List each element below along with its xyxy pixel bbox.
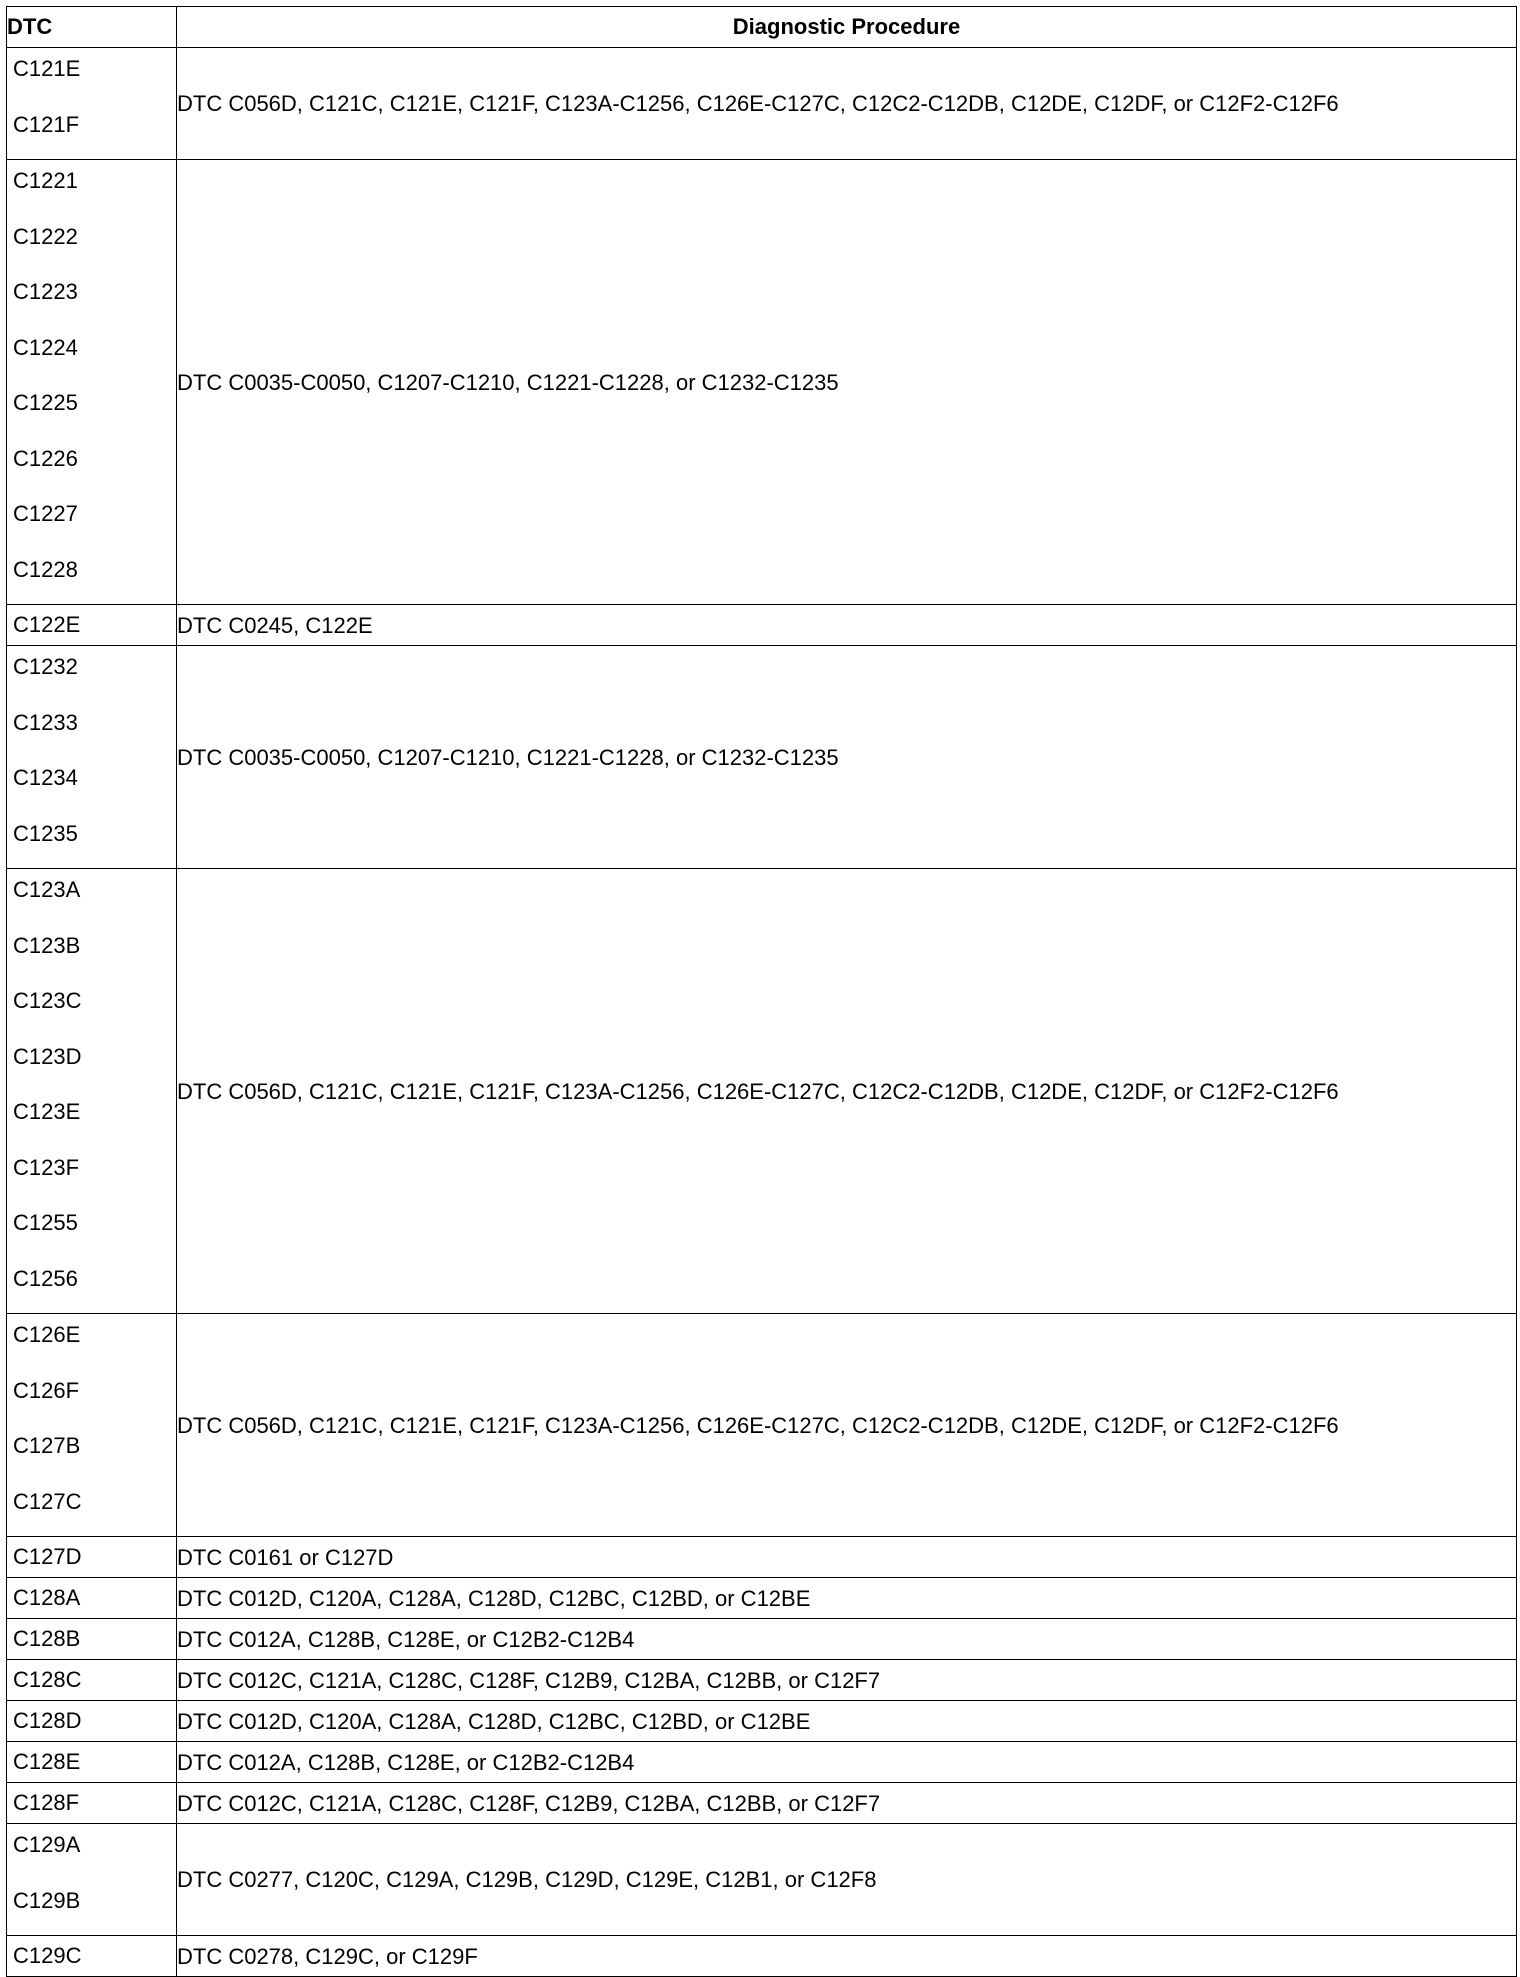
diagnostic-procedure-cell: DTC C012D, C120A, C128A, C128D, C12BC, C12BD, or C12BE <box>177 1578 1517 1619</box>
dtc-codes-cell <box>7 1660 177 1701</box>
diagnostic-procedure-cell: DTC C0161 or C127D <box>177 1537 1517 1578</box>
diagnostic-procedure-cell: DTC C012A, C128B, C128E, or C12B2-C12B4 <box>177 1619 1517 1660</box>
dtc-code: C1223 <box>13 279 78 304</box>
table-row <box>7 1824 1517 1936</box>
dtc-code: C122E <box>13 612 81 637</box>
dtc-code: C1255 <box>13 1210 78 1235</box>
dtc-code: C1224 <box>13 334 78 360</box>
dtc-codes-cell <box>7 605 177 646</box>
dtc-codes-cell <box>7 1314 177 1537</box>
dtc-code: C1233 <box>13 709 78 735</box>
dtc-codes-cell <box>7 1824 177 1936</box>
table-header-row <box>7 7 1517 48</box>
dtc-codes-cell <box>7 1783 177 1824</box>
dtc-procedure-table <box>6 6 1517 1977</box>
dtc-code: C123F <box>13 1154 80 1180</box>
dtc-code: C128C <box>13 1667 82 1692</box>
dtc-column-header: DTC <box>7 7 177 48</box>
diagnostic-procedure-cell: DTC C0245, C122E <box>177 605 1517 646</box>
procedure-column-header: Diagnostic Procedure <box>177 7 1517 48</box>
diagnostic-procedure-cell: DTC C056D, C121C, C121E, C121F, C123A-C1256, C126E-C127C, C12C2-C12DB, C12DE, C12DF, or C12F2-C12F6 <box>177 48 1517 160</box>
dtc-code: C1222 <box>13 223 78 249</box>
dtc-codes-cell <box>7 48 177 160</box>
dtc-code: C1235 <box>13 820 78 846</box>
dtc-code: C128D <box>13 1708 82 1733</box>
diagnostic-procedure-cell: DTC C012C, C121A, C128C, C128F, C12B9, C12BA, C12BB, or C12F7 <box>177 1783 1517 1824</box>
dtc-codes-cell <box>7 646 177 869</box>
diagnostic-procedure-cell: DTC C0035-C0050, C1207-C1210, C1221-C1228, or C1232-C1235 <box>177 160 1517 605</box>
dtc-code: C129B <box>13 1887 81 1913</box>
dtc-code: C1226 <box>13 445 78 471</box>
diagnostic-procedure-cell: DTC C012C, C121A, C128C, C128F, C12B9, C12BA, C12BB, or C12F7 <box>177 1660 1517 1701</box>
dtc-code: C1232 <box>13 654 78 679</box>
dtc-code: C127C <box>13 1488 82 1514</box>
table-row <box>7 646 1517 869</box>
dtc-codes-cell <box>7 1701 177 1742</box>
dtc-code: C1234 <box>13 765 78 790</box>
diagnostic-procedure-cell: DTC C056D, C121C, C121E, C121F, C123A-C1256, C126E-C127C, C12C2-C12DB, C12DE, C12DF, or C12F2-C12F6 <box>177 1314 1517 1537</box>
table-row <box>7 1660 1517 1701</box>
dtc-code: C126E <box>13 1322 81 1347</box>
dtc-code: C126F <box>13 1377 80 1403</box>
table-row <box>7 160 1517 605</box>
dtc-codes-cell <box>7 1619 177 1660</box>
dtc-codes-cell <box>7 869 177 1314</box>
dtc-code: C127D <box>13 1544 82 1569</box>
dtc-code: C123A <box>13 877 81 902</box>
table-row <box>7 1537 1517 1578</box>
dtc-code: C121F <box>13 111 80 137</box>
diagnostic-procedure-cell: DTC C0035-C0050, C1207-C1210, C1221-C1228, or C1232-C1235 <box>177 646 1517 869</box>
dtc-codes-cell <box>7 1742 177 1783</box>
diagnostic-procedure-cell: DTC C056D, C121C, C121E, C121F, C123A-C1256, C126E-C127C, C12C2-C12DB, C12DE, C12DF, or C12F2-C12F6 <box>177 869 1517 1314</box>
dtc-code: C128A <box>13 1585 81 1610</box>
dtc-code: C129C <box>13 1943 82 1968</box>
table-row <box>7 605 1517 646</box>
dtc-code: C123D <box>13 1043 82 1069</box>
table-row <box>7 1619 1517 1660</box>
table-row <box>7 1578 1517 1619</box>
dtc-codes-cell <box>7 160 177 605</box>
table-body <box>7 48 1517 1977</box>
dtc-code: C1228 <box>13 556 78 582</box>
dtc-code: C123E <box>13 1099 81 1124</box>
dtc-code: C128F <box>13 1790 80 1815</box>
dtc-code: C1227 <box>13 501 78 526</box>
table-row <box>7 1936 1517 1977</box>
dtc-code: C127B <box>13 1433 81 1458</box>
dtc-codes-cell <box>7 1537 177 1578</box>
table-row <box>7 1314 1517 1537</box>
dtc-code: C1221 <box>13 168 78 193</box>
diagnostic-procedure-cell: DTC C0278, C129C, or C129F <box>177 1936 1517 1977</box>
dtc-code: C128E <box>13 1749 81 1774</box>
dtc-code: C1256 <box>13 1265 78 1291</box>
dtc-code: C129A <box>13 1832 81 1857</box>
table-row <box>7 48 1517 160</box>
diagnostic-procedure-cell: DTC C012D, C120A, C128A, C128D, C12BC, C12BD, or C12BE <box>177 1701 1517 1742</box>
dtc-code: C1225 <box>13 390 78 415</box>
diagnostic-procedure-cell: DTC C012A, C128B, C128E, or C12B2-C12B4 <box>177 1742 1517 1783</box>
diagnostic-procedure-cell: DTC C0277, C120C, C129A, C129B, C129D, C129E, C12B1, or C12F8 <box>177 1824 1517 1936</box>
table-row <box>7 1783 1517 1824</box>
dtc-codes-cell <box>7 1578 177 1619</box>
table-row <box>7 869 1517 1314</box>
table-row <box>7 1701 1517 1742</box>
dtc-code: C123B <box>13 932 81 958</box>
dtc-code: C128B <box>13 1626 81 1651</box>
dtc-code: C123C <box>13 988 82 1013</box>
dtc-codes-cell <box>7 1936 177 1977</box>
dtc-code: C121E <box>13 56 81 81</box>
table-row <box>7 1742 1517 1783</box>
